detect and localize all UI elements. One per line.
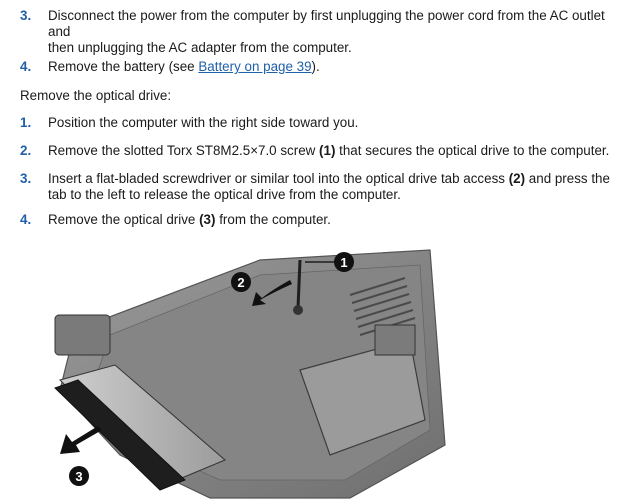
screwdriver-icon	[298, 260, 300, 308]
callout-ref: (1)	[319, 143, 336, 158]
step-number: 3.	[20, 171, 32, 186]
section-intro: Remove the optical drive:	[20, 88, 172, 103]
step-text: Position the computer with the right side toward you.	[48, 115, 359, 130]
svg-text:2: 2	[237, 275, 245, 290]
step-text: and press the	[525, 171, 610, 186]
callout-1-badge	[334, 252, 354, 272]
step-text: Insert a flat-bladed screwdriver or similar tool into the optical drive tab access	[48, 171, 509, 186]
step-number: 2.	[20, 143, 32, 158]
svg-text:3: 3	[75, 469, 83, 484]
step-text-line: then unplugging the AC adapter from the computer.	[48, 40, 352, 55]
remove-arrow-icon	[60, 426, 102, 454]
step-number: 3.	[20, 8, 32, 23]
step-number: 1.	[20, 115, 32, 130]
step-text: Remove the optical drive	[48, 212, 200, 227]
step-text: ).	[311, 59, 320, 74]
side-port-block	[55, 315, 110, 355]
step-number: 4.	[20, 59, 32, 74]
optical-drive-removal-illustration	[0, 240, 638, 500]
drive-connector	[375, 325, 415, 355]
callout-ref: (3)	[199, 212, 216, 227]
step-text-line: tab to the left to release the optical drive from the computer.	[48, 187, 401, 202]
step-number: 4.	[20, 212, 32, 227]
step-text: Remove the battery (see	[48, 59, 199, 74]
callout-3-badge	[69, 466, 89, 486]
step-text: Remove the slotted Torx ST8M2.5×7.0 screw	[48, 143, 320, 158]
callout-2-badge	[231, 272, 251, 292]
step-text: that secures the optical drive to the computer.	[335, 143, 610, 158]
callout-ref: (2)	[508, 171, 526, 186]
screw-icon	[293, 305, 303, 315]
step-text-line: Disconnect the power from the computer by first unplugging the power cord from the AC outlet and	[48, 8, 605, 39]
battery-page-link[interactable]: Battery on page 39	[198, 59, 312, 74]
step-text: from the computer.	[215, 212, 331, 227]
svg-text:1: 1	[340, 255, 348, 270]
